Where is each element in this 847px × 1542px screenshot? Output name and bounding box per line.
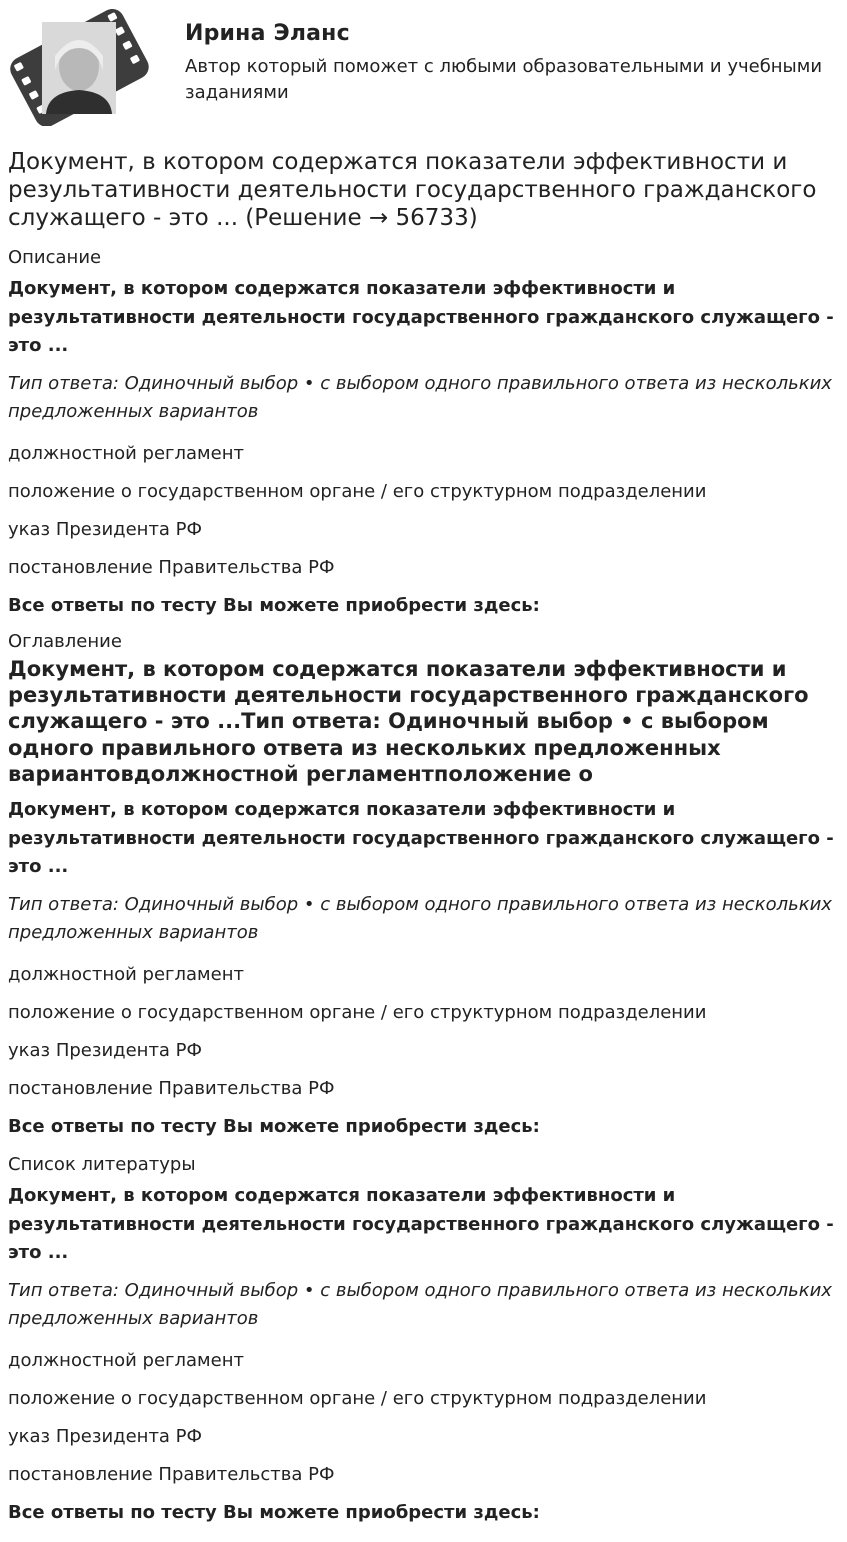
answer-option: должностной регламент bbox=[8, 442, 244, 464]
answer-option: должностной регламент bbox=[8, 963, 244, 985]
author-description: Автор который поможет с любыми образовательными и учебными заданиями bbox=[185, 56, 823, 103]
section-label-description: Описание bbox=[8, 247, 102, 268]
answer-option: положение о государственном органе / его структурном подразделении bbox=[8, 1001, 707, 1023]
answer-option: положение о государственном органе / его структурном подразделении bbox=[8, 1387, 707, 1409]
buy-answers-text: Все ответы по тесту Вы можете приобрести здесь: bbox=[8, 1501, 540, 1523]
answer-option: положение о государственном органе / его структурном подразделении bbox=[8, 480, 707, 502]
author-card bbox=[8, 8, 838, 128]
answer-option: постановление Правительства РФ bbox=[8, 1077, 335, 1099]
answer-option: постановление Правительства РФ bbox=[8, 1463, 335, 1485]
answer-option: должностной регламент bbox=[8, 1349, 244, 1371]
question-text: Документ, в котором содержатся показатели эффективности и результативности деятельности государственного гражданского служащего - это ... bbox=[8, 1185, 834, 1263]
answer-type-text: Тип ответа: Одиночный выбор • с выбором одного правильного ответа из нескольких предложенных вариантов bbox=[8, 1279, 832, 1329]
answer-type-text: Тип ответа: Одиночный выбор • с выбором одного правильного ответа из нескольких предложенных вариантов bbox=[8, 372, 832, 422]
buy-answers-text: Все ответы по тесту Вы можете приобрести здесь: bbox=[8, 594, 540, 616]
question-text: Документ, в котором содержатся показатели эффективности и результативности деятельности государственного гражданского служащего - это ... bbox=[8, 799, 834, 877]
answer-option: указ Президента РФ bbox=[8, 1425, 203, 1447]
buy-answers-text: Все ответы по тесту Вы можете приобрести здесь: bbox=[8, 1115, 540, 1137]
author-name[interactable]: Ирина Эланс bbox=[185, 21, 350, 46]
toc-heading: Документ, в котором содержатся показатели эффективности и результативности деятельности государственного гражданского служащего - это ...Тип ответа: Одиночный выбор • с выбором одного правильного ответа из нескольких предложенных вариантовдолжностной регламентположение о bbox=[8, 657, 809, 786]
author-avatar[interactable] bbox=[8, 8, 150, 126]
answer-option: постановление Правительства РФ bbox=[8, 556, 335, 578]
answer-type-text: Тип ответа: Одиночный выбор • с выбором одного правильного ответа из нескольких предложенных вариантов bbox=[8, 893, 832, 943]
literature-section bbox=[8, 1154, 838, 1524]
page-title: Документ, в котором содержатся показатели эффективности и результативности деятельности государственного гражданского служащего - это ... (Решение → 56733) bbox=[8, 149, 817, 231]
section-label-toc: Оглавление bbox=[8, 631, 122, 652]
answer-option: указ Президента РФ bbox=[8, 518, 203, 540]
toc-section bbox=[8, 796, 838, 1138]
section-label-literature: Список литературы bbox=[8, 1154, 196, 1175]
description-section bbox=[8, 247, 838, 617]
question-text: Документ, в котором содержатся показатели эффективности и результативности деятельности государственного гражданского служащего - это ... bbox=[8, 278, 834, 356]
answer-option: указ Президента РФ bbox=[8, 1039, 203, 1061]
